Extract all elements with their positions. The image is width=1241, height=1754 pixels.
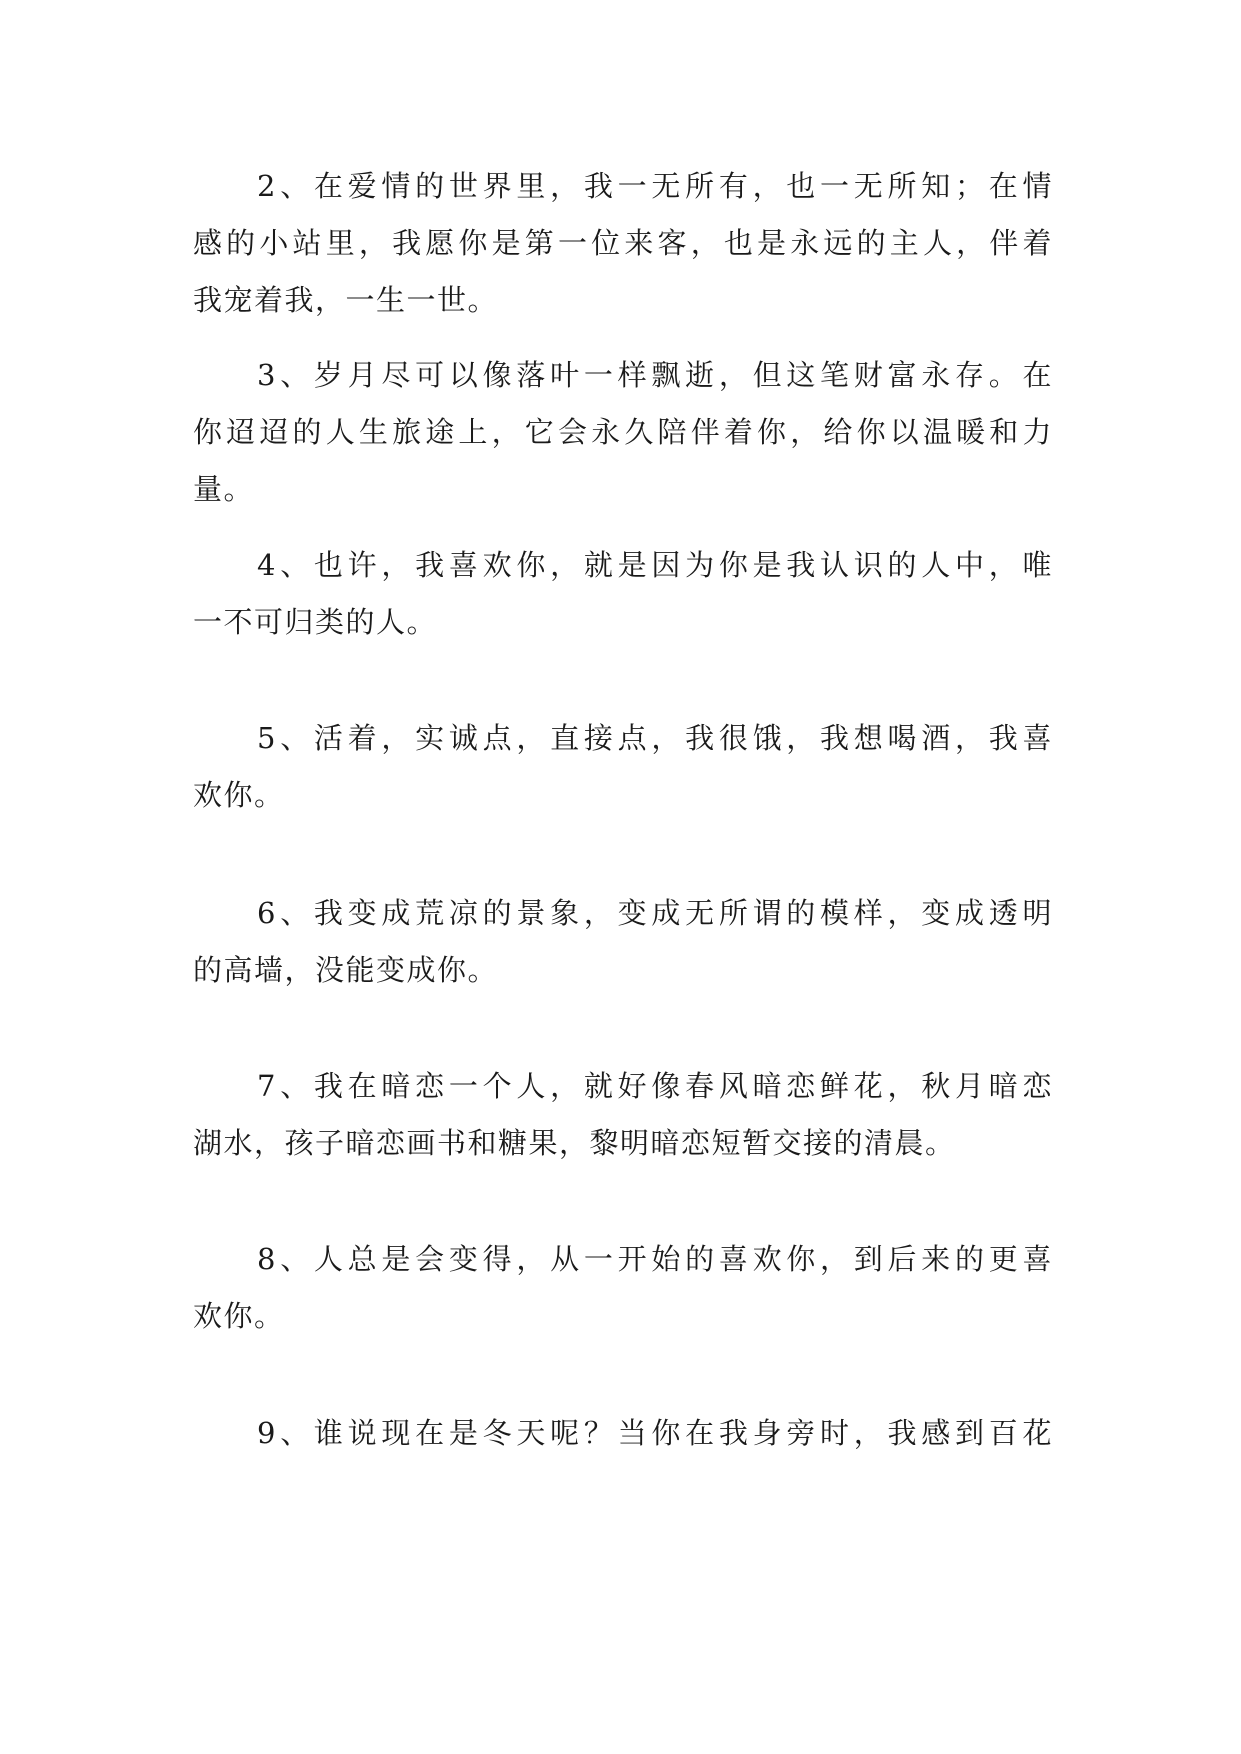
paragraph-5 [193,710,1053,824]
paragraph-8 [193,1231,1053,1345]
paragraph-3 [193,347,1053,518]
paragraph-2 [193,158,1053,329]
paragraph-line: 一不可归类的人。 [193,605,438,639]
paragraph-line: 你迢迢的人生旅途上，它会永久陪伴着你，给你以温暖和力 [193,415,1053,449]
paragraph-line: 的高墙，没能变成你。 [193,953,499,987]
paragraph-line: 欢你。 [193,1299,285,1333]
paragraph-line: 感的小站里，我愿你是第一位来客，也是永远的主人，伴着 [193,226,1053,260]
paragraph-line: 7、我在暗恋一个人，就好像春风暗恋鲜花，秋月暗恋 [257,1069,1053,1103]
paragraph-line: 量。 [193,472,255,506]
paragraph-line: 3、岁月尽可以像落叶一样飘逝，但这笔财富永存。在 [257,358,1053,392]
paragraph-4 [193,537,1053,651]
paragraph-line: 2、在爱情的世界里，我一无所有，也一无所知；在情 [257,169,1053,203]
paragraph-line: 9、谁说现在是冬天呢？当你在我身旁时，我感到百花 [257,1416,1053,1450]
paragraph-line: 5、活着，实诚点，直接点，我很饿，我想喝酒，我喜 [257,721,1053,755]
paragraph-line: 湖水，孩子暗恋画书和糖果，黎明暗恋短暂交接的清晨。 [193,1126,956,1160]
paragraph-line: 我宠着我，一生一世。 [193,283,499,317]
paragraph-line: 8、人总是会变得，从一开始的喜欢你，到后来的更喜 [257,1242,1053,1276]
paragraph-line: 6、我变成荒凉的景象，变成无所谓的模样，变成透明 [257,896,1053,930]
paragraph-line: 4、也许，我喜欢你，就是因为你是我认识的人中，唯 [257,548,1053,582]
paragraph-line: 欢你。 [193,778,285,812]
paragraph-6 [193,885,1053,999]
paragraph-7 [193,1058,1053,1172]
paragraph-9 [193,1405,1053,1462]
